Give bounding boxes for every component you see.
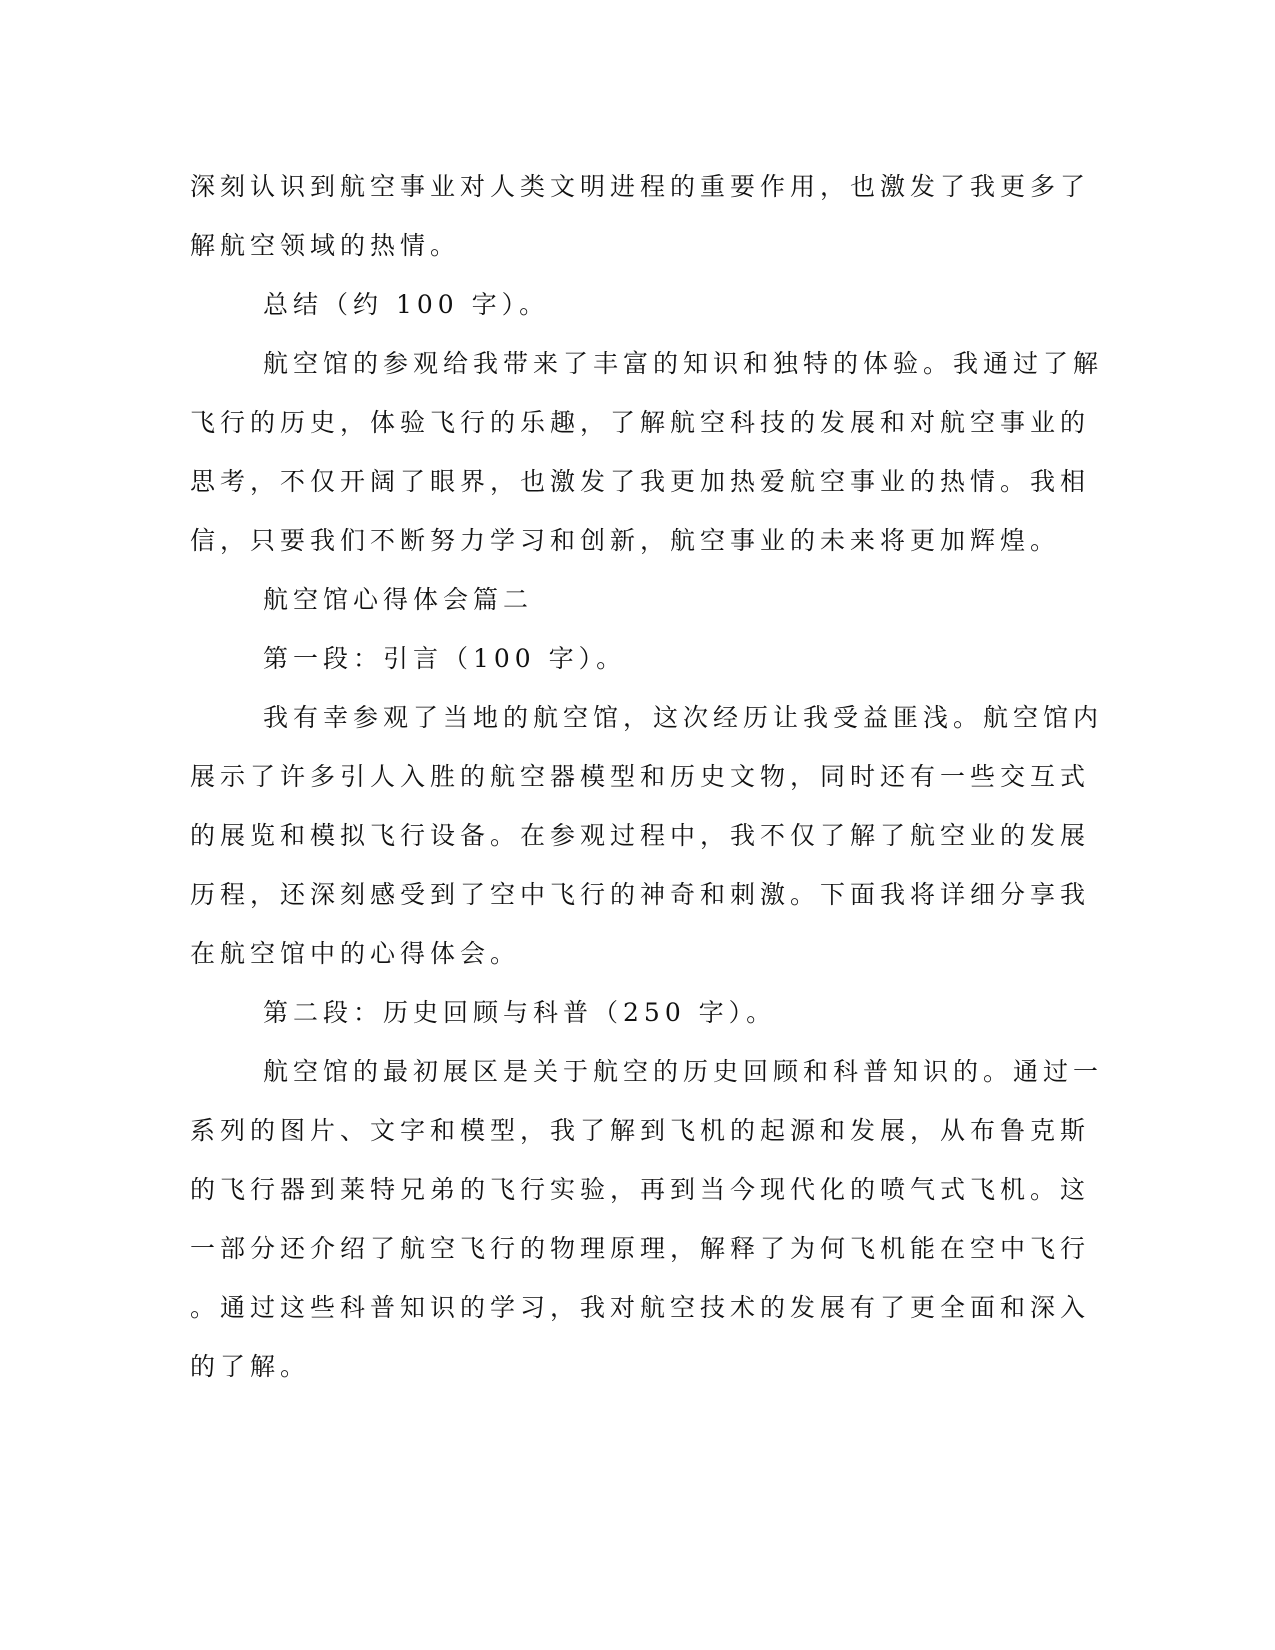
body-text-line: 思考，不仅开阔了眼界，也激发了我更加热爱航空事业的热情。我相 <box>190 467 1091 496</box>
body-text-line: 历程，还深刻感受到了空中飞行的神奇和刺激。下面我将详细分享我 <box>190 880 1091 909</box>
body-text-line: 在航空馆中的心得体会。 <box>190 939 521 968</box>
body-text-line: 系列的图片、文字和模型，我了解到飞机的起源和发展，从布鲁克斯 <box>190 1116 1091 1145</box>
paragraph-first-line: 航空馆的参观给我带来了丰富的知识和独特的体验。我通过了解 <box>263 349 1104 378</box>
section-heading-intro: 第一段：引言（100 字）。 <box>263 644 627 673</box>
body-text-line: 。通过这些科普知识的学习，我对航空技术的发展有了更全面和深入 <box>190 1293 1091 1322</box>
body-text-line: 深刻认识到航空事业对人类文明进程的重要作用，也激发了我更多了 <box>190 172 1091 201</box>
paragraph-first-line: 航空馆的最初展区是关于航空的历史回顾和科普知识的。通过一 <box>263 1057 1104 1086</box>
body-text-line: 的了解。 <box>190 1352 311 1381</box>
article-title: 航空馆心得体会篇二 <box>263 585 534 614</box>
section-heading-history: 第二段：历史回顾与科普（250 字）。 <box>263 998 777 1027</box>
document-body <box>190 157 1104 1396</box>
body-text-line: 的飞行器到莱特兄弟的飞行实验，再到当今现代化的喷气式飞机。这 <box>190 1175 1091 1204</box>
body-text-line: 解航空领域的热情。 <box>190 231 461 260</box>
body-text-line: 飞行的历史，体验飞行的乐趣，了解航空科技的发展和对航空事业的 <box>190 408 1091 437</box>
section-heading-summary: 总结（约 100 字）。 <box>263 290 550 319</box>
body-text-line: 信，只要我们不断努力学习和创新，航空事业的未来将更加辉煌。 <box>190 526 1061 555</box>
body-text-line: 的展览和模拟飞行设备。在参观过程中，我不仅了解了航空业的发展 <box>190 821 1091 850</box>
body-text-line: 一部分还介绍了航空飞行的物理原理，解释了为何飞机能在空中飞行 <box>190 1234 1091 1263</box>
body-text-line: 展示了许多引人入胜的航空器模型和历史文物，同时还有一些交互式 <box>190 762 1091 791</box>
paragraph-first-line: 我有幸参观了当地的航空馆，这次经历让我受益匪浅。航空馆内 <box>263 703 1104 732</box>
